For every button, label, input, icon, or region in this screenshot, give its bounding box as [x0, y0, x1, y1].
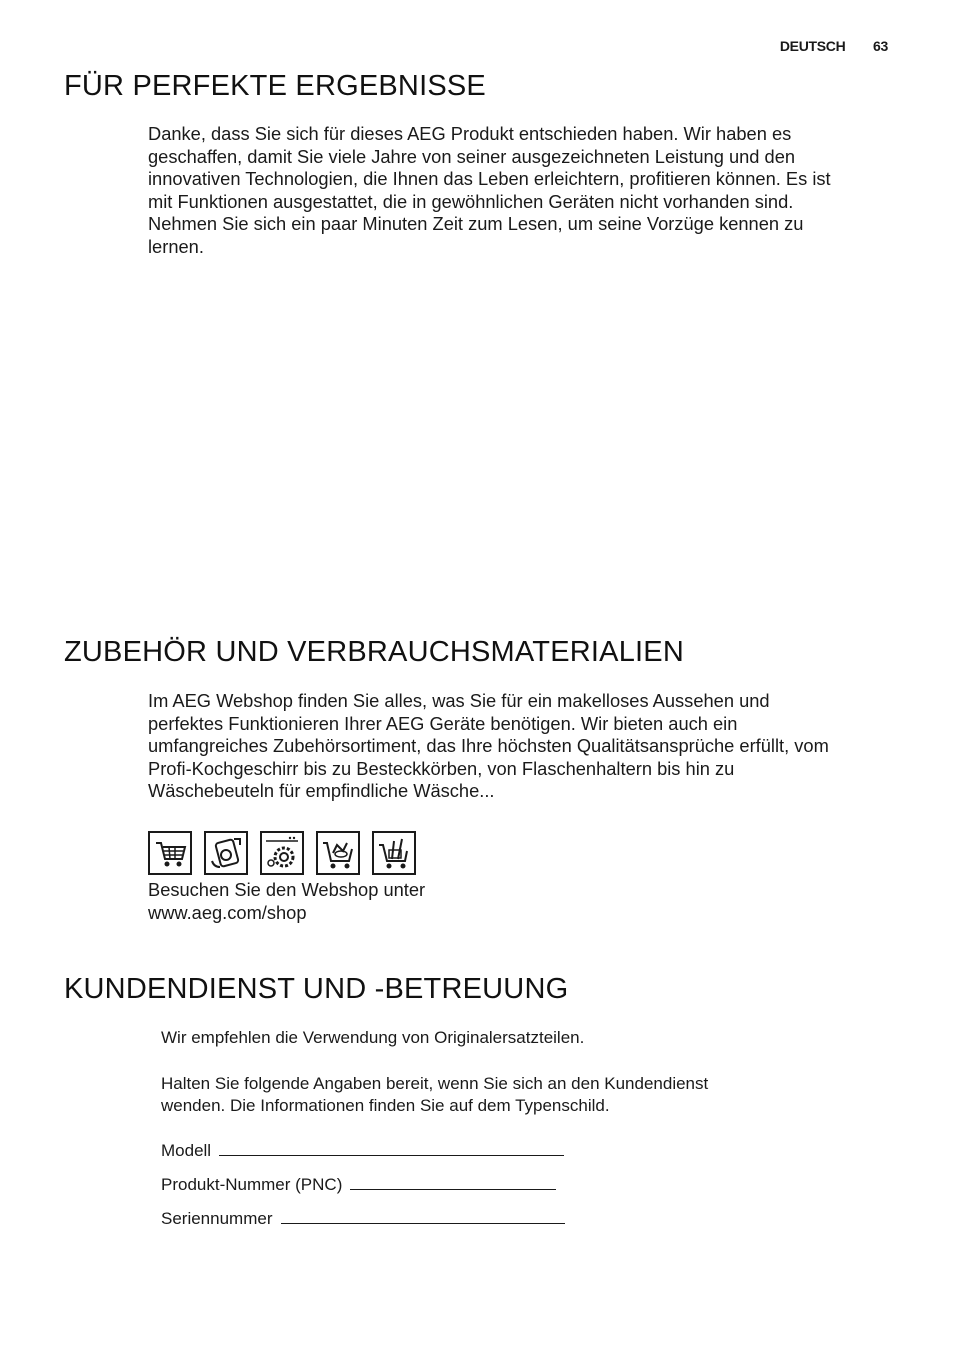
serial-field — [161, 1209, 565, 1229]
section-title-accessories: ZUBEHÖR UND VERBRAUCHSMATERIALIEN — [64, 636, 684, 668]
service-info-line: wenden. Die Informationen finden Sie auf dem Typenschild. — [161, 1096, 610, 1115]
webshop-icon-row — [148, 831, 416, 875]
webshop-url[interactable]: www.aeg.com/shop — [148, 901, 307, 923]
intro-line: mit Funktionen ausgestattet, die in gewöhnlichen Geräten nicht vorhanden sind. — [148, 190, 794, 212]
intro-line: Danke, dass Sie sich für dieses AEG Produkt entschieden haben. Wir haben es — [148, 123, 792, 144]
pnc-field — [161, 1175, 556, 1195]
accessories-line: perfektes Funktionieren Ihrer AEG Geräte benötigen. Wir bieten auch ein — [148, 712, 738, 734]
accessories-paragraph — [148, 690, 900, 803]
serial-label: Seriennummer — [161, 1209, 273, 1228]
pnc-label: Produkt-Nummer (PNC) — [161, 1175, 343, 1194]
serial-blank-line — [281, 1222, 565, 1224]
service-info-paragraph — [161, 1073, 708, 1117]
model-label: Modell — [161, 1141, 212, 1160]
language-label: DEUTSCH — [779, 38, 846, 54]
webshop-visit-text — [148, 879, 900, 924]
intro-line: lernen. — [148, 235, 204, 257]
page-header — [780, 38, 888, 54]
accessories-line: umfangreiches Zubehörsortiment, das Ihre höchsten Qualitätsansprüche erfüllt, vom — [148, 735, 829, 757]
cleaning-products-icon — [204, 831, 248, 875]
accessories-line: Profi-Kochgeschirr bis zu Besteckkörben, von Flaschenhaltern bis hin zu — [148, 757, 735, 779]
service-info-line: Halten Sie folgende Angaben bereit, wenn Sie sich an den Kundendienst — [161, 1074, 709, 1093]
shopping-cart-icon — [148, 831, 192, 875]
appliance-gear-icon — [260, 831, 304, 875]
section-title-results: FÜR PERFEKTE ERGEBNISSE — [64, 70, 486, 102]
intro-paragraph — [148, 123, 900, 259]
intro-line: innovativen Technologien, die Ihnen das Leben erleichtern, profitieren können. Es ist — [148, 168, 831, 190]
model-field — [161, 1141, 564, 1161]
intro-line: geschaffen, damit Sie viele Jahre von seiner ausgezeichneten Leistung und den — [148, 145, 796, 167]
accessories-line: Im AEG Webshop finden Sie alles, was Sie für ein makelloses Aussehen und — [148, 690, 770, 711]
model-blank-line — [219, 1154, 564, 1156]
pnc-blank-line — [350, 1188, 556, 1190]
cart-accessories-icon — [372, 831, 416, 875]
webshop-visit-line: Besuchen Sie den Webshop unter — [148, 879, 426, 900]
section-title-service: KUNDENDIENST UND -BETREUUNG — [64, 973, 569, 1005]
original-parts-note: Wir empfehlen die Verwendung von Originalersatzteilen. — [161, 1028, 585, 1047]
intro-line: Nehmen Sie sich ein paar Minuten Zeit zum Lesen, um seine Vorzüge kennen zu — [148, 213, 804, 235]
cart-kitchen-icon — [316, 831, 360, 875]
page-number: 63 — [873, 38, 888, 54]
accessories-line: Wäschebeuteln für empfindliche Wäsche... — [148, 780, 495, 802]
